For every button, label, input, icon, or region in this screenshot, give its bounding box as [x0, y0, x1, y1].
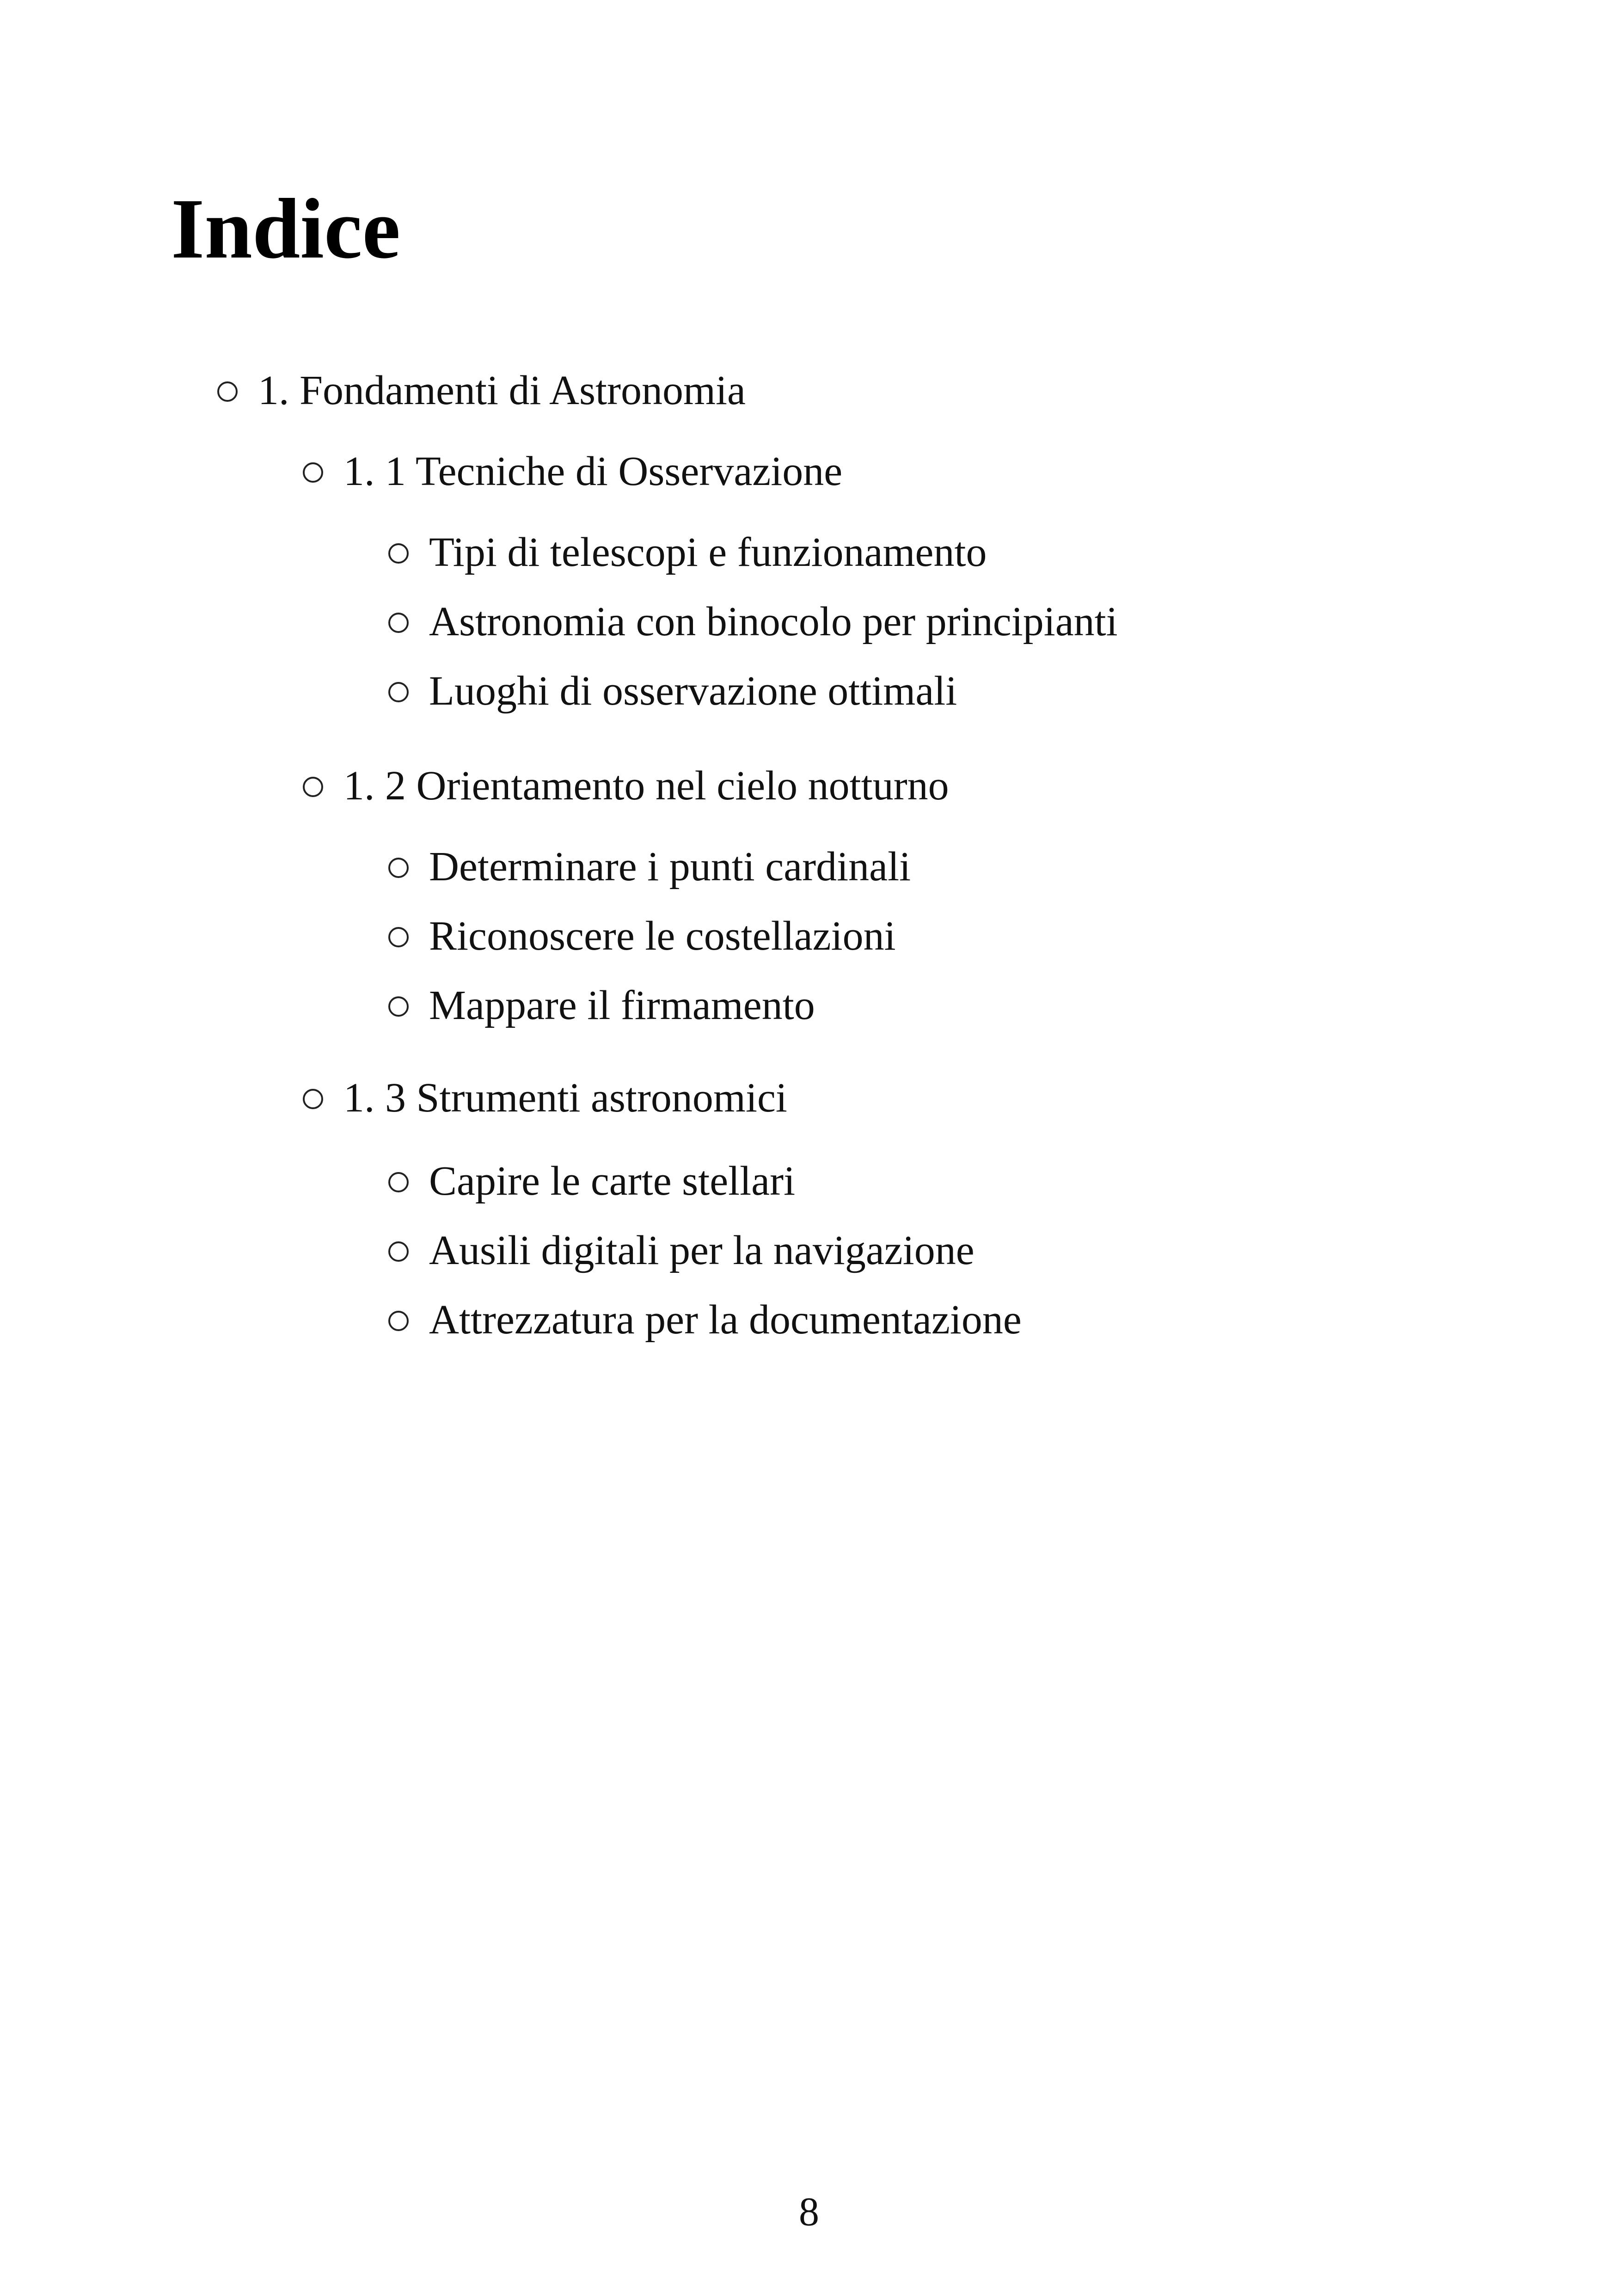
toc-section-label: 1. 1 Tecniche di Osservazione — [343, 448, 843, 494]
toc-item[interactable] — [388, 1295, 1022, 1345]
toc-section-label: 1. 2 Orientamento nel cielo notturno — [343, 763, 949, 809]
toc-item[interactable] — [388, 911, 896, 962]
circle-bullet-icon — [388, 1241, 409, 1262]
circle-bullet-icon — [388, 858, 409, 878]
toc-item-label: Tipi di telescopi e funzionamento — [429, 529, 987, 575]
toc-section-1-2[interactable] — [303, 761, 949, 811]
toc-section-1-1[interactable] — [303, 446, 842, 497]
toc-item[interactable] — [388, 980, 815, 1031]
toc-item[interactable] — [388, 1225, 974, 1276]
circle-bullet-icon — [303, 777, 323, 797]
toc-chapter-label: 1. Fondamenti di Astronomia — [258, 368, 746, 413]
toc-section-label: 1. 3 Strumenti astronomici — [343, 1075, 787, 1121]
circle-bullet-icon — [388, 613, 409, 633]
page-number: 8 — [799, 2190, 819, 2235]
toc-item-label: Mappare il firmamento — [429, 982, 815, 1028]
toc-item-label: Luoghi di osservazione ottimali — [429, 668, 957, 714]
page-title: Indice — [171, 181, 401, 276]
circle-bullet-icon — [217, 381, 238, 402]
toc-item[interactable] — [388, 596, 1118, 647]
toc-item[interactable] — [388, 666, 957, 717]
toc-item-label: Capire le carte stellari — [429, 1158, 796, 1204]
toc-item-label: Riconoscere le costellazioni — [429, 913, 896, 959]
circle-bullet-icon — [388, 543, 409, 564]
toc-section-1-3[interactable] — [303, 1073, 787, 1123]
circle-bullet-icon — [303, 1089, 323, 1109]
circle-bullet-icon — [388, 927, 409, 947]
toc-item-label: Attrezzatura per la documentazione — [429, 1297, 1022, 1343]
toc-item[interactable] — [388, 527, 987, 578]
toc-item[interactable] — [388, 1156, 795, 1207]
toc-item-label: Astronomia con binocolo per principianti — [429, 599, 1118, 645]
circle-bullet-icon — [388, 1172, 409, 1192]
circle-bullet-icon — [388, 996, 409, 1017]
toc-chapter-1[interactable] — [217, 365, 746, 416]
toc-item[interactable] — [388, 841, 911, 892]
circle-bullet-icon — [303, 462, 323, 483]
toc-item-label: Ausili digitali per la navigazione — [429, 1228, 974, 1273]
circle-bullet-icon — [388, 1311, 409, 1331]
toc-item-label: Determinare i punti cardinali — [429, 844, 911, 890]
circle-bullet-icon — [388, 682, 409, 702]
